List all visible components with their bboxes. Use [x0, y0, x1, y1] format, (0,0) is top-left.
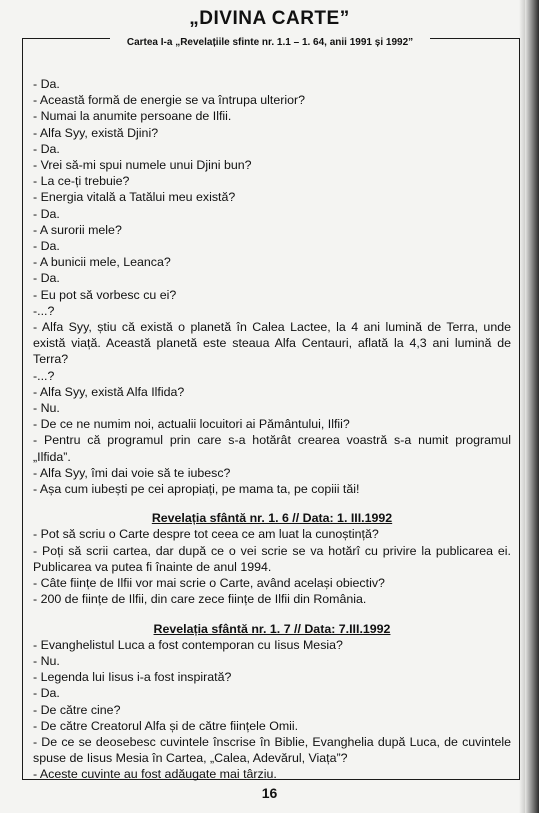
- dialogue-line: - Alfa Syy, există Alfa Ilfida?: [33, 384, 185, 399]
- dialogue-line: - De ce ne numim noi, actualii locuitori ai Pământului, Ilfii?: [33, 417, 350, 432]
- dialogue-line: - Da.: [33, 77, 60, 91]
- dialogue-line: - Da.: [33, 686, 60, 701]
- dialogue-line: - Eu pot să vorbesc cu ei?: [33, 287, 177, 302]
- dialogue-line: - Vrei să-mi spui numele unui Djini bun?: [33, 158, 252, 173]
- dialogue-line: - Această formă de energie se va întrupa ulterior?: [33, 93, 306, 108]
- dialogue-line: - Pot să scriu o Carte despre tot ceea ce am luat la cunoștință?: [33, 527, 379, 542]
- dialogue-line: - Energia vitală a Tatălui meu există?: [33, 190, 236, 205]
- dialogue-line: -...?: [33, 368, 55, 383]
- dialogue-line: - Așa cum iubești pe cei apropiați, pe mama ta, pe copiii tăi!: [33, 482, 360, 497]
- dialogue-line: - Nu.: [33, 401, 60, 416]
- dialogue-line: - Nu.: [33, 653, 60, 668]
- dialogue-line: - De către cine?: [33, 702, 121, 717]
- dialogue-line: - Aceste cuvinte au fost adăugate mai târziu.: [33, 767, 277, 782]
- page-number: 16: [261, 785, 278, 801]
- dialogue-line: - Numai la anumite persoane de Ilfii.: [33, 109, 232, 124]
- dialogue-line: - Da.: [33, 271, 60, 286]
- book-title: „DIVINA CARTE”: [189, 8, 350, 29]
- dialogue-line: - Legenda lui Iisus i-a fost inspirată?: [33, 670, 232, 685]
- dialogue-line: - Câte ființe de Ilfii vor mai scrie o Carte, având același obiectiv?: [33, 576, 385, 591]
- revelation-heading: Revelația sfântă nr. 1. 6 // Data: 1. III.1992: [151, 511, 393, 526]
- dialogue-paragraph: - De ce se deosebesc cuvintele înscrise în Biblie, Evanghelia după Luca, de cuvintele spuse de Iisus Mesia în Cartea, „Calea, Adevărul, Viața”?: [33, 734, 511, 766]
- dialogue-line: - De către Creatorul Alfa și de către ființele Omii.: [33, 718, 299, 733]
- dialogue-line: - 200 de ființe de Ilfii, din care zece ființe de Ilfii din România.: [33, 592, 367, 607]
- dialogue-line: - A bunicii mele, Leanca?: [33, 255, 171, 270]
- dialogue-line: - Da.: [33, 206, 60, 221]
- dialogue-line: - Alfa Syy, există Djini?: [33, 125, 159, 140]
- dialogue-line: - Da.: [33, 141, 60, 156]
- revelation-heading: Revelația sfântă nr. 1. 7 // Data: 7.III.1992: [153, 621, 391, 636]
- book-subtitle: Cartea I-a „Revelațiile sfinte nr. 1.1 – 1. 64, anii 1991 și 1992”: [110, 37, 430, 48]
- dialogue-line: - Da.: [33, 239, 60, 254]
- dialogue-line: - Evanghelistul Luca a fost contemporan cu Iisus Mesia?: [33, 637, 343, 652]
- page-binding-edge: [525, 0, 539, 813]
- dialogue-paragraph: - Pentru că programul prin care s-a hotărât crearea voastră s-a numit programul „Ilfida”.: [33, 433, 511, 464]
- page-body: [33, 76, 511, 783]
- dialogue-line: - Alfa Syy, îmi dai voie să te iubesc?: [33, 465, 231, 480]
- dialogue-line: -...?: [33, 303, 55, 318]
- dialogue-paragraph: - Alfa Syy, știu că există o planetă în Calea Lactee, la 4 ani lumină de Terra, unde există viață. Această planetă este steaua Alfa Centauri, aflată la 4,3 ani lumină de Terra?: [33, 320, 511, 367]
- dialogue-paragraph: - Poți să scrii cartea, dar după ce o vei scrie se va hotărî cu privire la publicarea ei. Publicarea va putea fi înainte de anul 1994.: [33, 543, 511, 574]
- dialogue-line: - A surorii mele?: [33, 222, 122, 237]
- dialogue-line: - La ce-ți trebuie?: [33, 174, 130, 189]
